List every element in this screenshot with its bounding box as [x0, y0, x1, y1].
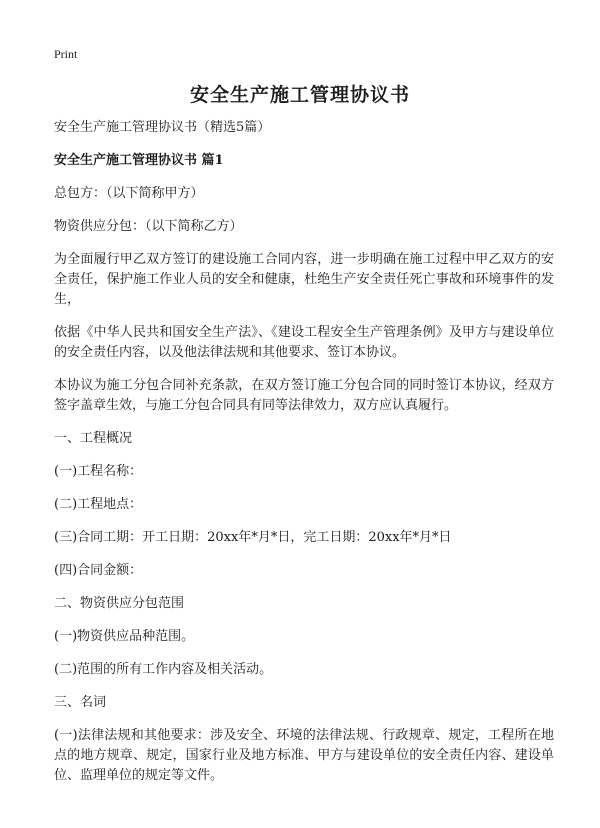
- section-three-heading: 三、名词: [54, 695, 107, 710]
- scope-work-line: (二)范围的所有工作内容及相关活动。: [54, 662, 273, 677]
- section-heading: 安全生产施工管理协议书 篇1: [54, 153, 224, 168]
- document-title: 安全生产施工管理协议书: [189, 84, 410, 106]
- basis-paragraph: 依据《中华人民共和国安全生产法》、《建设工程安全生产管理条例》及甲方与建设单位的安全责任内容，以及他法律法规和其他要求、签订本协议。: [54, 325, 554, 360]
- validity-paragraph: 本协议为施工分包合同补充条款，在双方签订施工分包合同的同时签订本协议，经双方签字盖章生效，与施工分包合同具有同等法律效力，双方应认真履行。: [54, 378, 554, 413]
- party-b-line: 物资供应分包：（以下简称乙方）: [54, 219, 243, 234]
- contract-period-line: (三)合同工期：开工日期：20xx年*月*日，完工日期：20xx年*月*日: [54, 530, 452, 545]
- project-location-line: (二)工程地点：: [54, 497, 143, 512]
- section-one-heading: 一、工程概况: [54, 431, 133, 446]
- party-a-line: 总包方：（以下简称甲方）: [54, 186, 204, 201]
- intro-paragraph: 为全面履行甲乙双方签订的建设施工合同内容，进一步明确在施工过程中甲乙双方的安全责任，保护施工作业人员的安全和健康，杜绝生产安全责任死亡事故和环境事件的发生，: [54, 252, 554, 307]
- project-name-line: (一)工程名称：: [54, 464, 143, 479]
- document-body: [54, 118, 554, 799]
- supply-scope-line: (一)物资供应品种范围。: [54, 629, 195, 644]
- print-label: Print: [54, 47, 78, 61]
- section-two-heading: 二、物资供应分包范围: [54, 596, 185, 611]
- definition-paragraph: (一)法律法规和其他要求：涉及安全、环境的法律法规、行政规章、规定，工程所在地点的地方规章、规定，国家行业及地方标准、甲方与建设单位的安全责任内容、建设单位、监理单位的规定等文件。: [54, 728, 554, 783]
- subtitle-paragraph: 安全生产施工管理协议书（精选5篇）: [54, 120, 271, 135]
- contract-amount-line: (四)合同金额：: [54, 563, 143, 578]
